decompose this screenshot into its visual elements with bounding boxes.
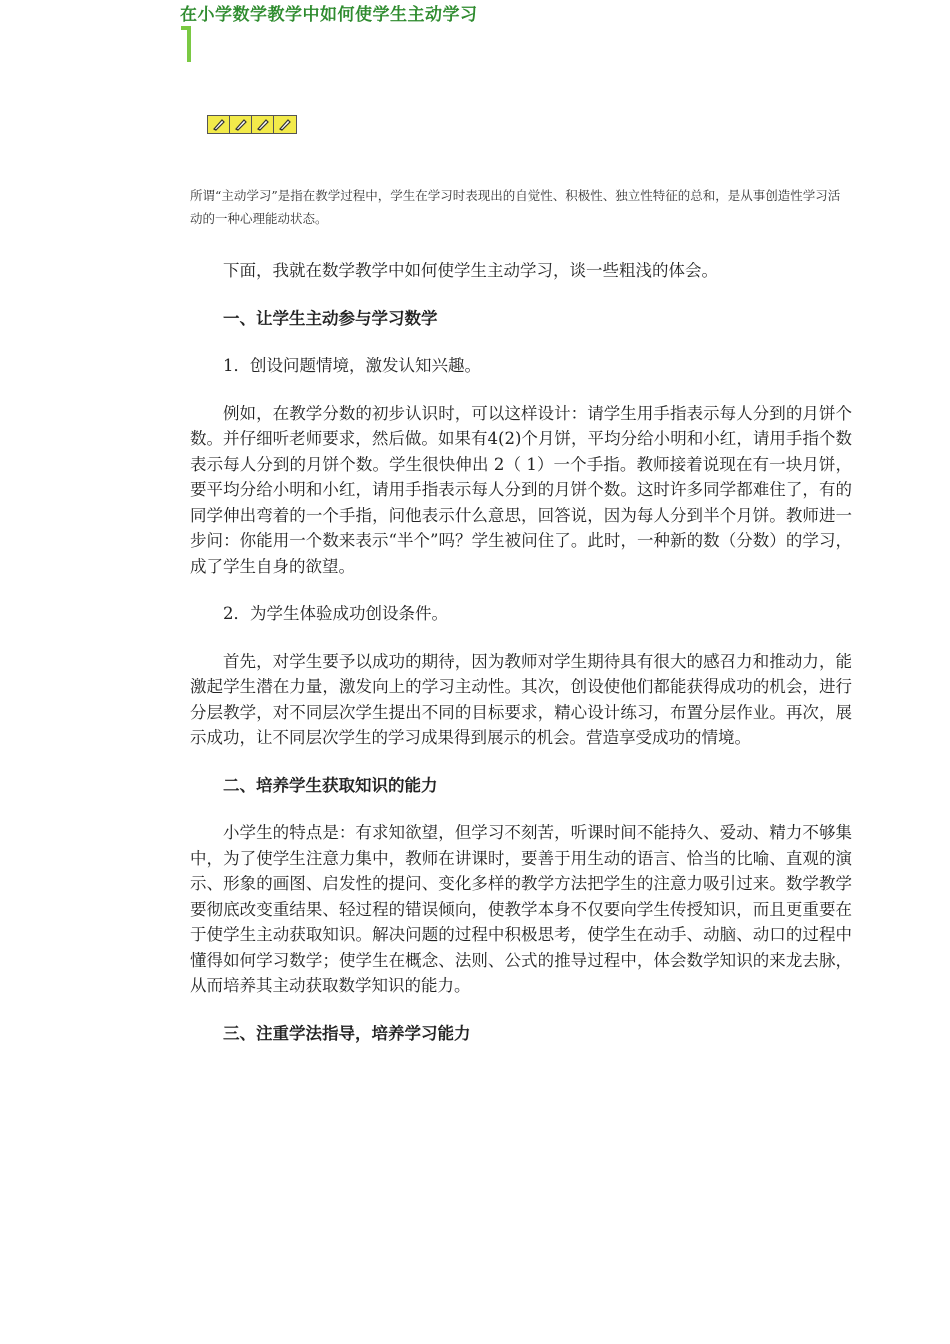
title-bracket-mark: [180, 26, 192, 64]
intro-summary: 所谓“主动学习”是指在教学过程中，学生在学习时表现出的自觉性、积极性、独立性特征的总和，是从事创造性学习活动的一种心理能动状态。: [190, 188, 841, 226]
page-title: 在小学数学教学中如何使学生主动学习: [180, 5, 478, 25]
section-heading: 一、让学生主动参与学习数学: [223, 308, 438, 328]
pencil-icon: [208, 116, 230, 133]
article-body: [190, 258, 852, 1068]
paragraph: 下面，我就在数学教学中如何使学生主动学习，谈一些粗浅的体会。: [223, 261, 718, 280]
paragraph: 2．为学生体验成功创设条件。: [223, 604, 448, 623]
paragraph: 例如，在教学分数的初步认识时，可以这样设计：请学生用手指表示每人分到的月饼个数。并仔细听老师要求，然后做。如果有4(2)个月饼，平均分给小明和小红，请用手指个数表示每人分到的月饼个数。学生很快伸出 2（ 1）一个手指。教师接着说现在有一块月饼，要平均分给小明和小红，请用手指表示每人分到的月饼个数。这时许多同学都难住了，有的同学伸出弯着的一个手指，问他表示什么意思，回答说，因为每人分到半个月饼。教师进一步问：你能用一个数来表示“半个”吗？学生被问住了。此时，一种新的数（分数）的学习，成了学生自身的欲望。: [190, 403, 852, 576]
pencil-icon: [252, 116, 274, 133]
rating-icons: [207, 115, 297, 134]
paragraph: 1．创设问题情境，激发认知兴趣。: [223, 356, 481, 375]
pencil-icon: [230, 116, 252, 133]
paragraph: 小学生的特点是：有求知欲望，但学习不刻苦，听课时间不能持久、爱动、精力不够集中，为了使学生注意力集中，教师在讲课时，要善于用生动的语言、恰当的比喻、直观的演示、形象的画图、启发性的提问、变化多样的教学方法把学生的注意力吸引过来。数学教学要彻底改变重结果、轻过程的错误倾向，使教学本身不仅要向学生传授知识，而且更重要在于使学生主动获取知识。解决问题的过程中积极思考，使学生在动手、动脑、动口的过程中懂得如何学习数学；使学生在概念、法则、公式的推导过程中，体会数学知识的来龙去脉，从而培养其主动获取数学知识的能力。: [190, 823, 852, 995]
section-heading: 二、培养学生获取知识的能力: [223, 775, 438, 795]
paragraph: 首先，对学生要予以成功的期待，因为教师对学生期待具有很大的感召力和推动力，能激起学生潜在力量，激发向上的学习主动性。其次，创设使他们都能获得成功的机会，进行分层教学，对不同层次学生提出不同的目标要求，精心设计练习，布置分层作业。再次，展示成功，让不同层次学生的学习成果得到展示的机会。营造享受成功的情境。: [190, 651, 852, 747]
pencil-icon: [274, 116, 296, 133]
section-heading: 三、注重学法指导，培养学习能力: [223, 1023, 471, 1043]
